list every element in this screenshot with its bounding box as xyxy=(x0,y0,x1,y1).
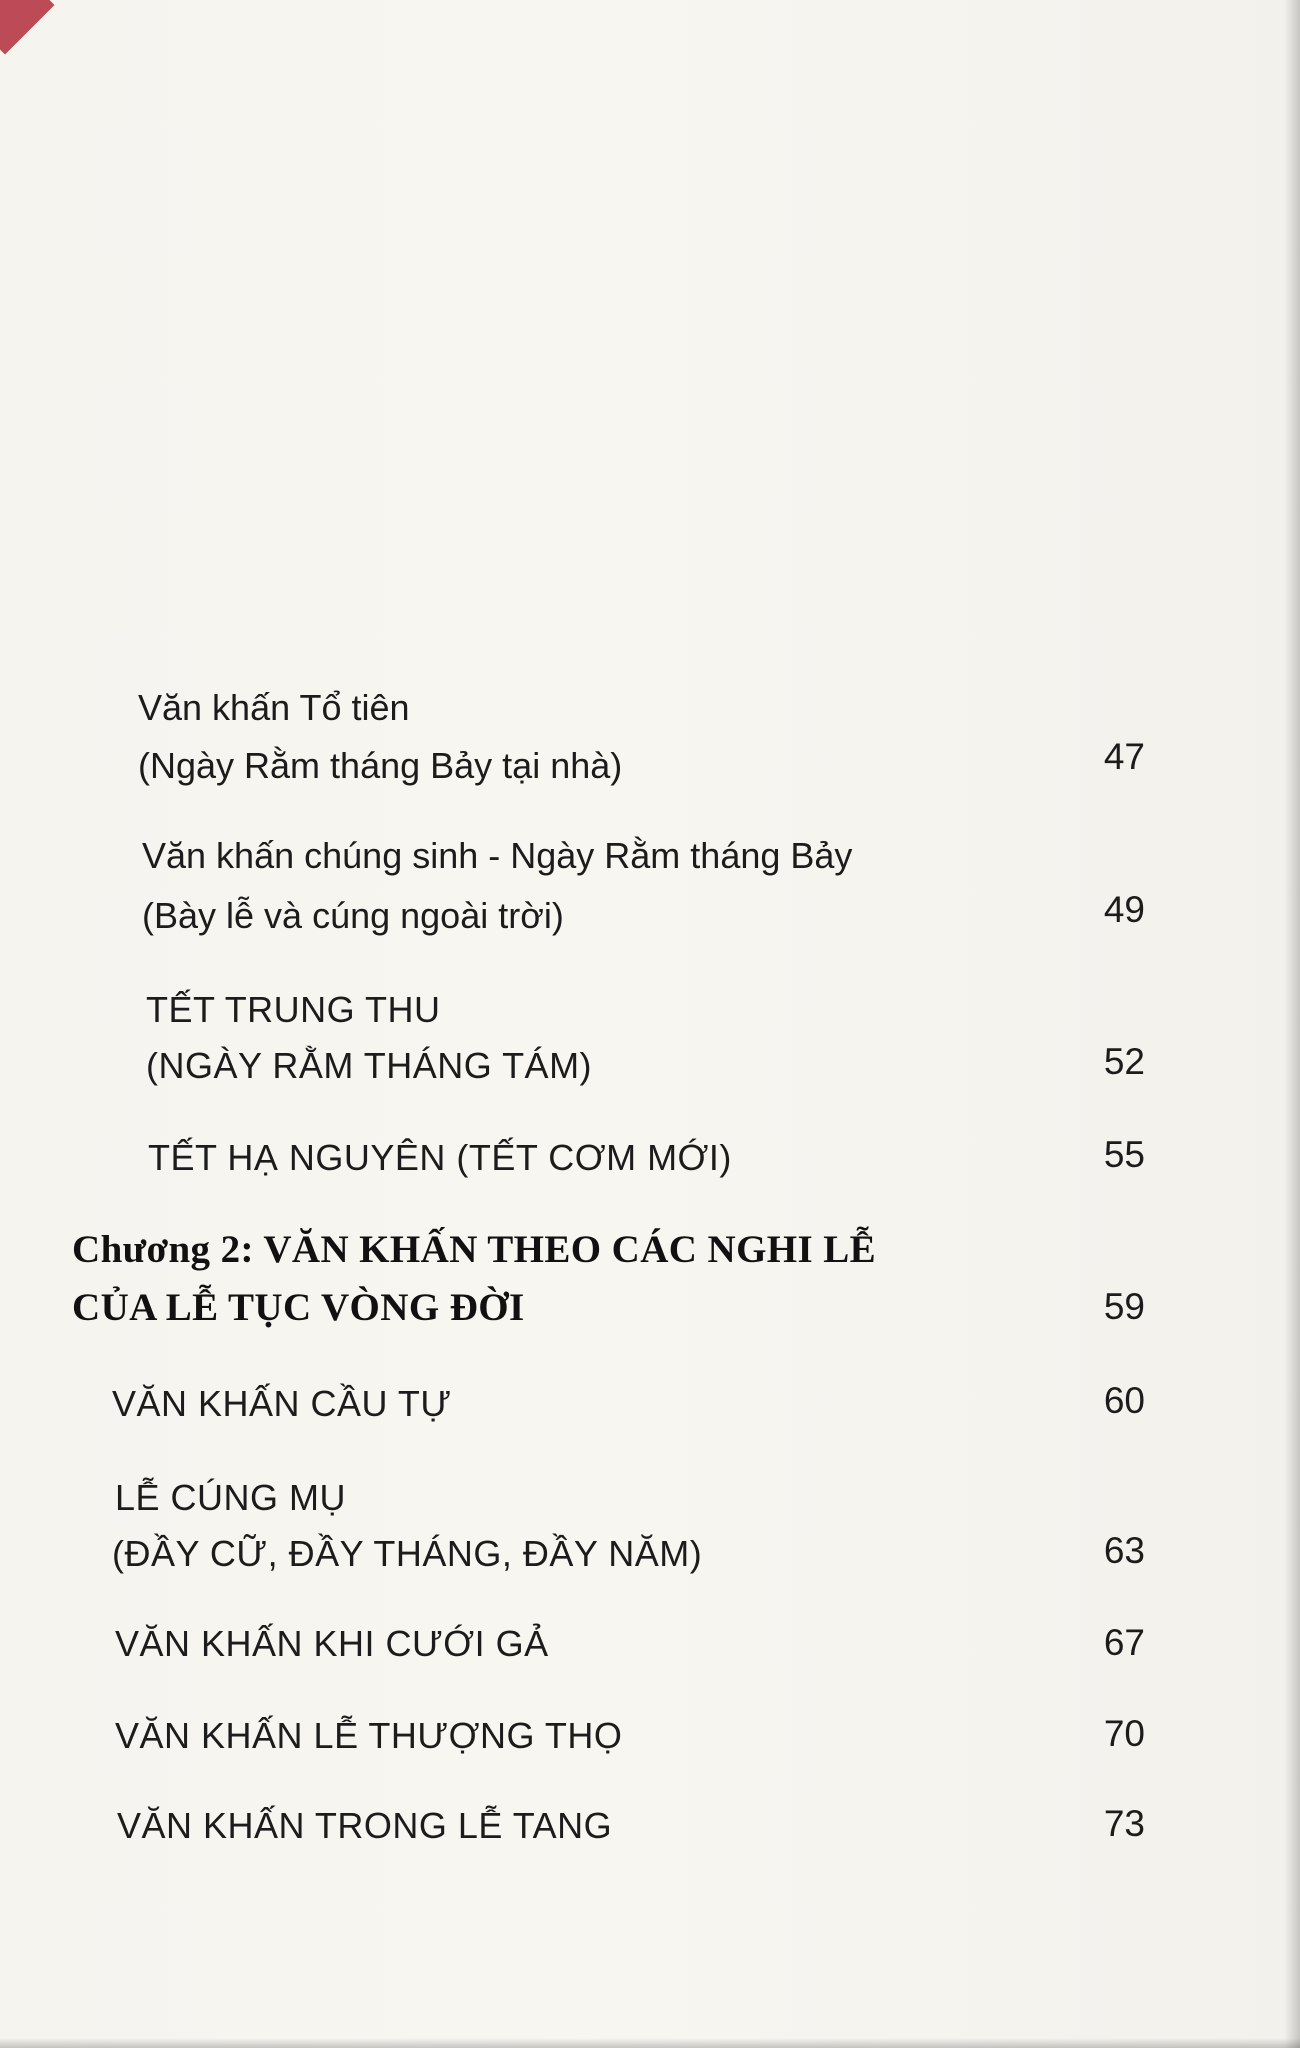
toc-entry-title: Văn khấn chúng sinh - Ngày Rằm tháng Bảy xyxy=(142,835,853,876)
toc-page-number: 52 xyxy=(1103,1041,1145,1082)
toc-page-number: 55 xyxy=(1103,1134,1145,1175)
toc-page-number: 47 xyxy=(1103,736,1145,777)
page-edge-shadow xyxy=(1284,0,1300,2048)
chapter-subtitle: CỦA LỄ TỤC VÒNG ĐỜI xyxy=(72,1286,525,1329)
toc-entry-title: VĂN KHẤN KHI CƯỚI GẢ xyxy=(115,1623,549,1664)
toc-page-number: 73 xyxy=(1103,1803,1145,1844)
toc-page-number: 70 xyxy=(1103,1713,1145,1754)
toc-page-number: 60 xyxy=(1103,1380,1145,1421)
page-bottom-shadow xyxy=(0,2038,1300,2048)
chapter-title: Chương 2: VĂN KHẤN THEO CÁC NGHI LỄ xyxy=(72,1228,877,1271)
toc-entry-title: TẾT HẠ NGUYÊN (TẾT CƠM MỚI) xyxy=(148,1137,732,1178)
toc-page-number: 67 xyxy=(1103,1622,1145,1663)
toc-page-number: 63 xyxy=(1103,1530,1145,1571)
toc-page-number: 49 xyxy=(1103,889,1145,930)
toc-entry-title: LỄ CÚNG MỤ xyxy=(115,1477,347,1518)
toc-entry-title: TẾT TRUNG THU xyxy=(146,989,441,1030)
page-corner-mark xyxy=(0,0,54,54)
toc-entry-title: Văn khấn Tổ tiên xyxy=(138,687,410,728)
toc-entry-subtitle: (ĐẦY CỮ, ĐẦY THÁNG, ĐẦY NĂM) xyxy=(112,1533,703,1574)
toc-entry-subtitle: (Ngày Rằm tháng Bảy tại nhà) xyxy=(138,745,623,786)
toc-entry-title: VĂN KHẤN LỄ THƯỢNG THỌ xyxy=(115,1715,623,1756)
toc-entry-title: VĂN KHẤN CẦU TỰ xyxy=(112,1383,452,1424)
toc-entry-subtitle: (NGÀY RẰM THÁNG TÁM) xyxy=(146,1045,593,1086)
toc-entry-subtitle: (Bày lễ và cúng ngoài trời) xyxy=(142,895,564,936)
toc-entry-title: VĂN KHẤN TRONG LỄ TANG xyxy=(117,1805,613,1846)
toc-page-number: 59 xyxy=(1103,1286,1145,1327)
